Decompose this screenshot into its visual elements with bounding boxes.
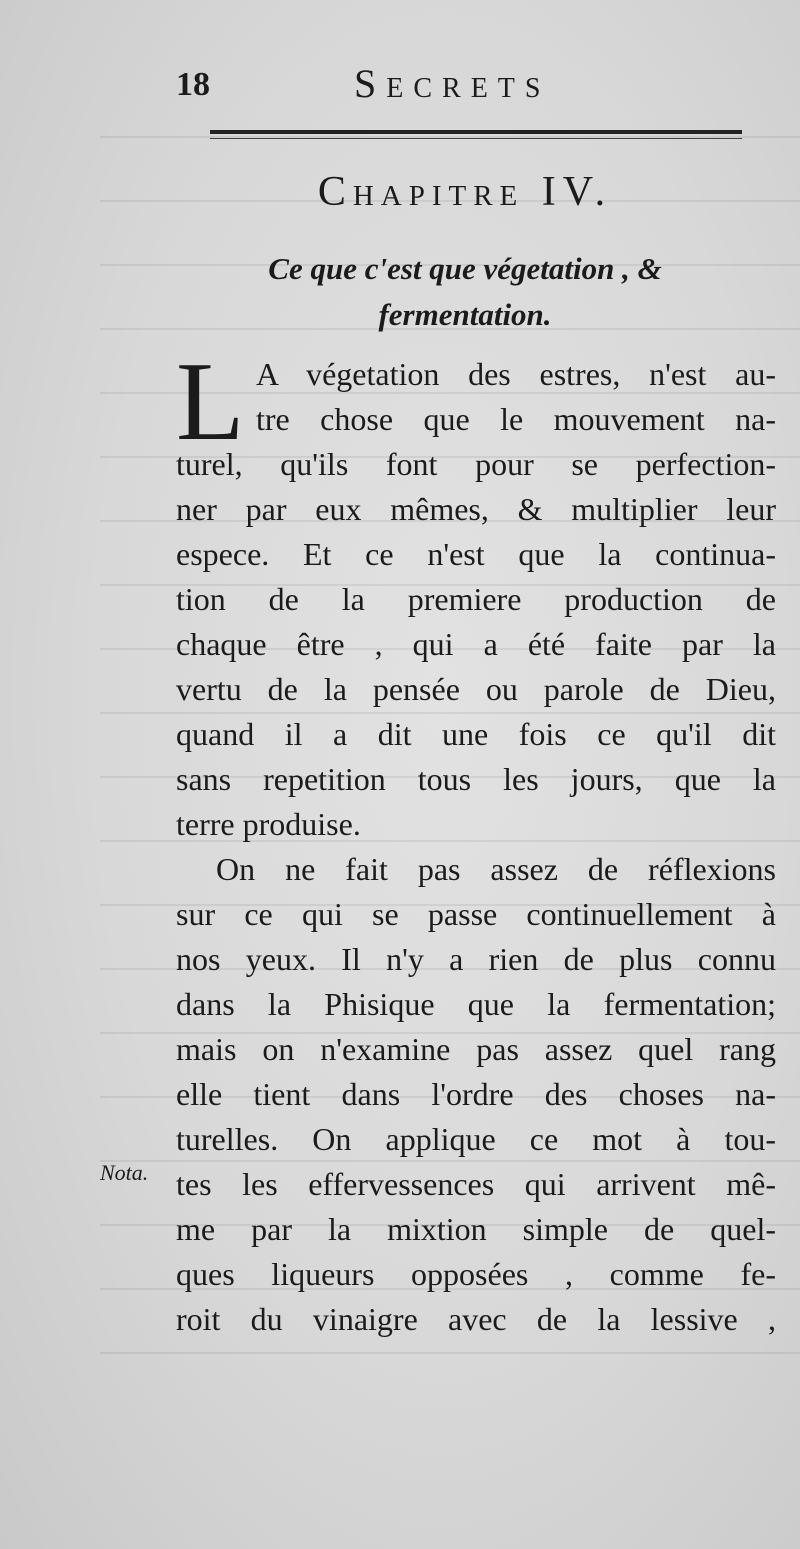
text-line: roit du vinaigre avec de la lessive , xyxy=(176,1301,776,1337)
text-line: sans repetition tous les jours, que la xyxy=(176,761,776,797)
running-head xyxy=(176,58,736,108)
text-line: tre chose que le mouvement na- xyxy=(256,401,776,437)
text-line: quand il a dit une fois ce qu'il dit xyxy=(176,716,776,752)
text-line: sur ce qui se passe continuellement à xyxy=(176,896,776,932)
text-line: turelles. On applique ce mot à tou- xyxy=(176,1121,776,1157)
margin-note: Nota. xyxy=(100,1160,149,1185)
page-number: 18 xyxy=(176,66,210,103)
text-line: nos yeux. Il n'y a rien de plus connu xyxy=(176,941,776,977)
text-line: On ne fait pas assez de réflexions xyxy=(216,851,776,887)
text-line: dans la Phisique que la fermentation; xyxy=(176,986,776,1022)
text-line: mais on n'examine pas assez quel rang xyxy=(176,1031,776,1067)
header-rule xyxy=(210,130,742,134)
text-line: ner par eux mêmes, & multiplier leur xyxy=(176,491,776,527)
text-line: me par la mixtion simple de quel- xyxy=(176,1211,776,1247)
chapter-subtitle xyxy=(180,246,750,338)
text-line: chaque être , qui a été faite par la xyxy=(176,626,776,662)
text-line: elle tient dans l'ordre des choses na- xyxy=(176,1076,776,1112)
text-line: A végetation des estres, n'est au- xyxy=(256,356,776,392)
body-text xyxy=(176,340,776,1342)
text-line: terre produise. xyxy=(176,806,361,842)
text-line: tion de la premiere production de xyxy=(176,581,776,617)
text-line: ques liqueurs opposées , comme fe- xyxy=(176,1256,776,1292)
chapter-subtitle-line: fermentation. xyxy=(378,297,552,332)
drop-cap: L xyxy=(176,340,245,464)
chapter-title: Chapitre IV. xyxy=(317,169,613,215)
text-line: vertu de la pensée ou parole de Dieu, xyxy=(176,671,776,707)
text-line: espece. Et ce n'est que la continua- xyxy=(176,536,776,572)
text-line: turel, qu'ils font pour se perfection- xyxy=(176,446,776,482)
chapter-subtitle-line: Ce que c'est que végetation , & xyxy=(268,251,662,286)
text-line: tes les effervessences qui arrivent mê- xyxy=(176,1166,776,1202)
header-rule-thin xyxy=(210,138,742,139)
running-title: Secrets xyxy=(354,61,551,106)
